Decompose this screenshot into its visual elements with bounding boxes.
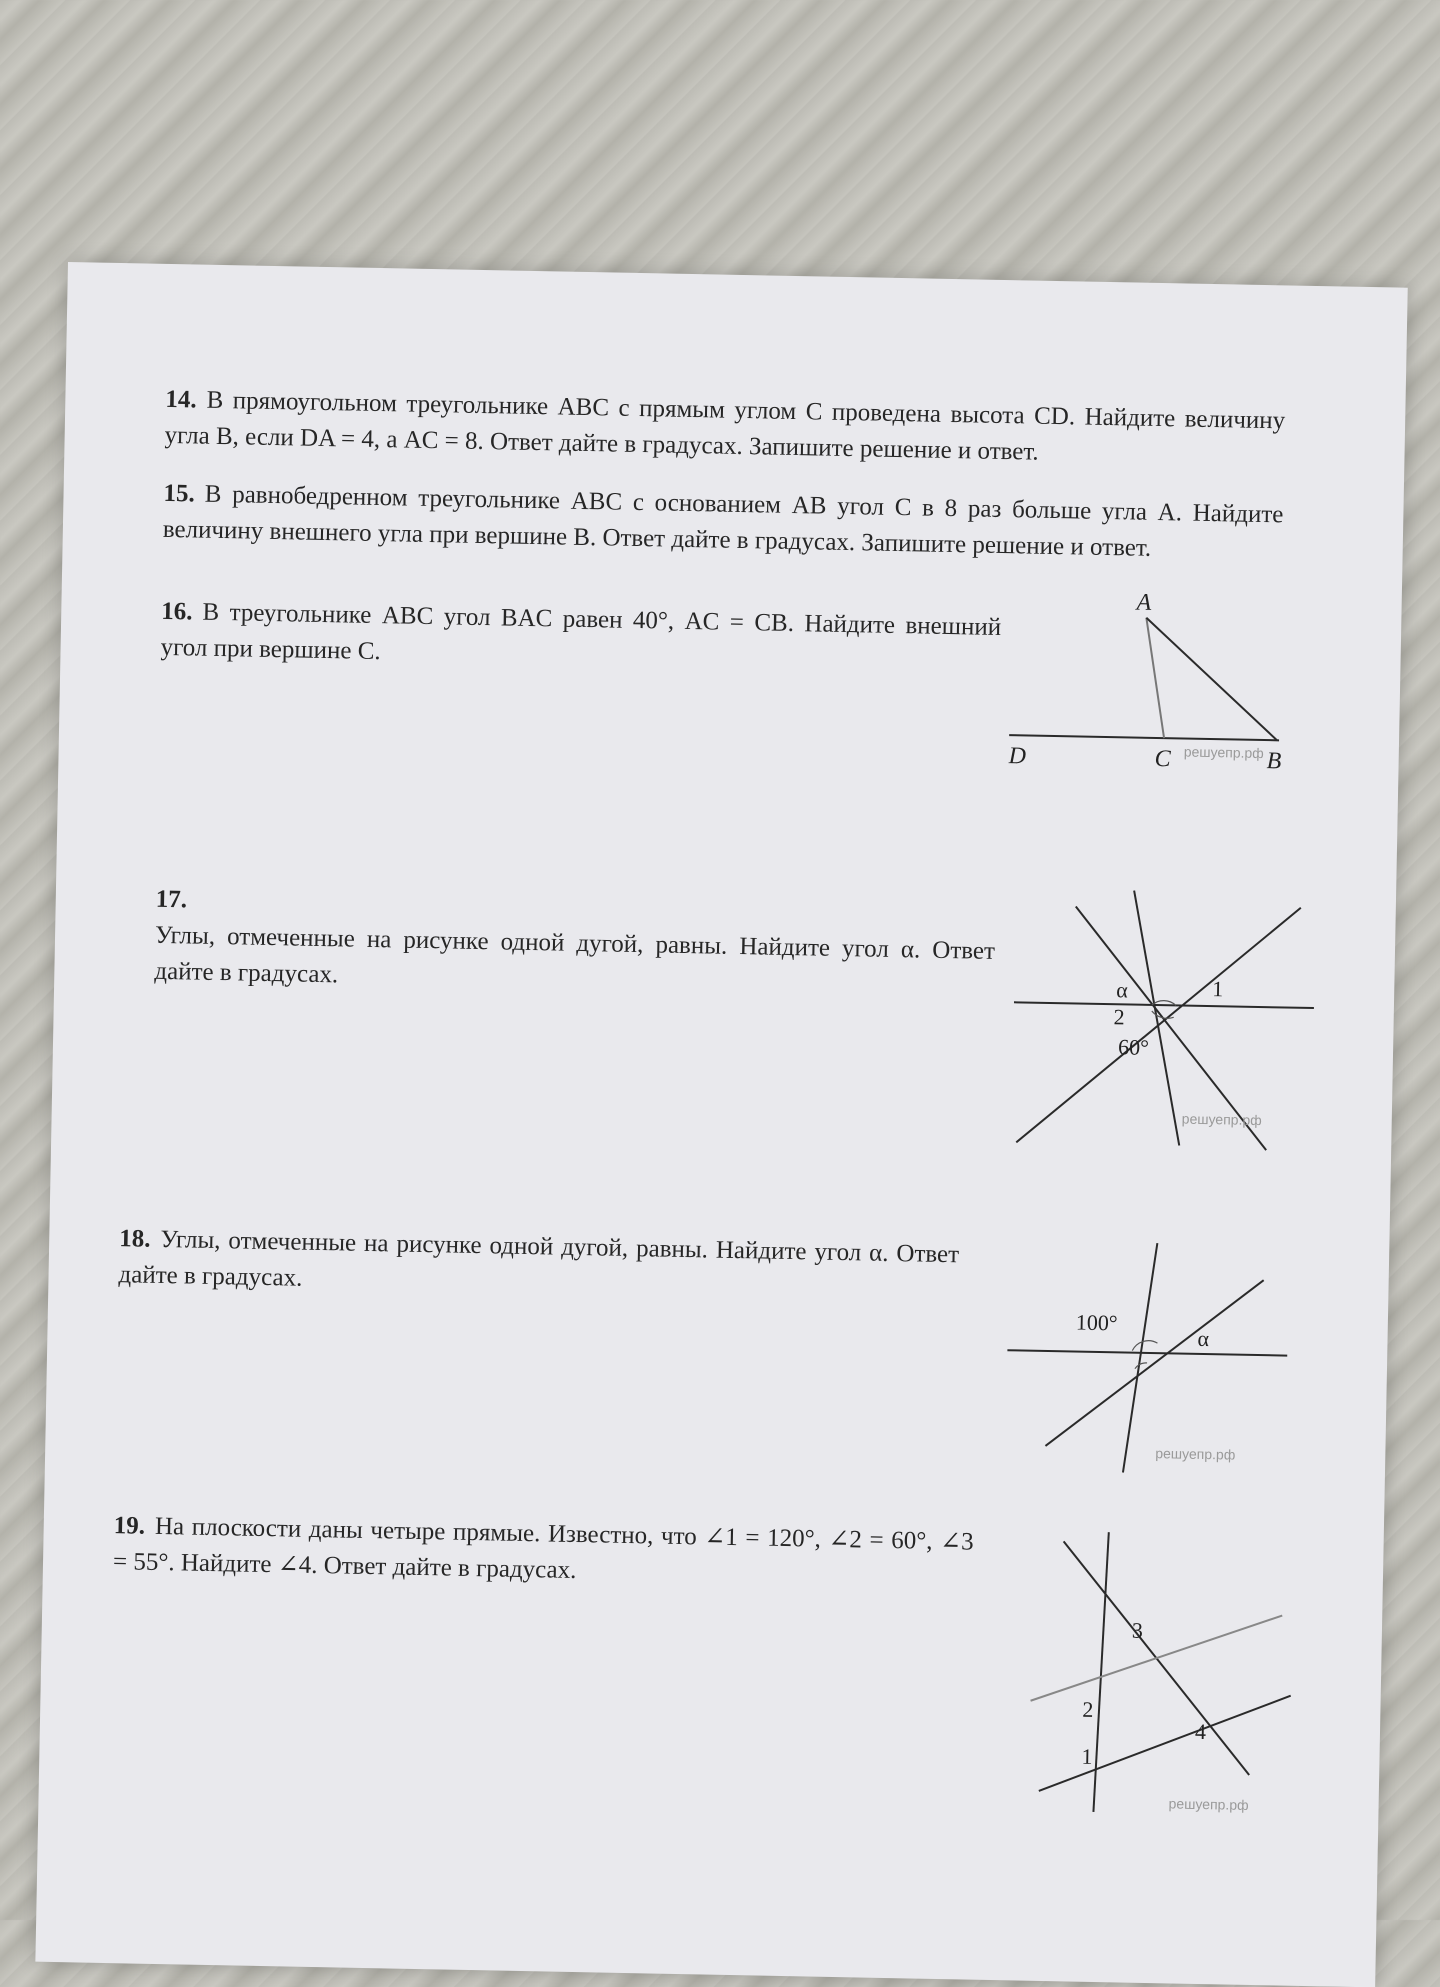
task-text: В равнобедренном треугольнике ABC с основанием AB угол C в 8 раз больше угла A. Найдите величину внешнего угла при вершине B. Ответ дайте в градусах. Запишите решение и ответ. xyxy=(162,480,1284,562)
label-60: 60° xyxy=(1117,1034,1150,1060)
vertical-line xyxy=(1123,1243,1157,1474)
task-number: 19. xyxy=(113,1512,146,1540)
angle-arc xyxy=(1132,1340,1157,1351)
task-16 xyxy=(160,594,1001,682)
figure-16 xyxy=(1008,585,1302,781)
line-AB xyxy=(1144,618,1279,741)
watermark: решуепр.рф xyxy=(1181,1110,1262,1129)
label-B: B xyxy=(1266,748,1282,775)
task-number: 17. xyxy=(155,885,188,914)
label-1: 1 xyxy=(1081,1743,1093,1769)
task-15 xyxy=(163,476,1284,569)
task-18 xyxy=(118,1221,959,1309)
label-1: 1 xyxy=(1212,976,1224,1002)
label-C: C xyxy=(1154,745,1171,773)
line-DB xyxy=(1009,735,1279,740)
label-3: 3 xyxy=(1131,1617,1144,1643)
task-19 xyxy=(113,1508,974,1596)
horizontal-line xyxy=(1007,1350,1287,1355)
task-14 xyxy=(164,382,1285,475)
watermark: решуепр.рф xyxy=(1155,1445,1236,1463)
task-text: Углы, отмеченные на рисунке одной дугой, равны. Найдите угол α. Ответ дайте в градусах. xyxy=(118,1225,960,1292)
task-text: В прямоугольном треугольнике ABC с прямым углом C проведена высота CD. Найдите величину угла B, если DA = 4, а AC = 8. Ответ дайте в градусах. Запишите решение и ответ. xyxy=(164,386,1286,466)
lower-parallel-line xyxy=(1039,1691,1291,1796)
horizontal-line xyxy=(1014,1002,1314,1008)
label-A: A xyxy=(1136,589,1152,616)
label-100: 100° xyxy=(1075,1309,1118,1336)
oblique-line xyxy=(1045,1276,1263,1450)
label-2: 2 xyxy=(1113,1004,1125,1030)
label-alpha: α xyxy=(1115,977,1128,1003)
task-text: Углы, отмеченные на рисунке одной дугой, равны. Найдите угол α. Ответ дайте в градусах. xyxy=(154,921,996,989)
figure-18 xyxy=(1005,1220,1310,1486)
watermark: решуепр.рф xyxy=(1168,1795,1249,1813)
figure-17 xyxy=(1011,880,1326,1166)
worksheet-page xyxy=(35,262,1407,1987)
label-alpha: α xyxy=(1197,1325,1210,1352)
line-3 xyxy=(1129,891,1184,1146)
line-AC xyxy=(1144,618,1166,738)
task-number: 14. xyxy=(165,385,197,414)
task-number: 18. xyxy=(119,1225,151,1253)
task-text: В треугольнике ABC угол BAC равен 40°, AC = CB. Найдите внешний угол при вершине C. xyxy=(160,598,1002,666)
task-number: 15. xyxy=(163,479,196,508)
angle-arc xyxy=(1135,1363,1147,1369)
upper-parallel-line xyxy=(1031,1611,1283,1706)
task-17 xyxy=(154,882,996,1006)
label-4: 4 xyxy=(1194,1718,1207,1745)
label-2: 2 xyxy=(1082,1696,1094,1722)
task-number: 16. xyxy=(161,597,193,626)
watermark: решуепр.рф xyxy=(1183,743,1264,762)
figure-19 xyxy=(998,1520,1304,1826)
task-text: На плоскости даны четыре прямые. Известно, что ∠1 = 120°, ∠2 = 60°, ∠3 = 55°. Найдите ∠4. Ответ дайте в градусах. xyxy=(112,1512,974,1584)
label-D: D xyxy=(1008,743,1027,770)
